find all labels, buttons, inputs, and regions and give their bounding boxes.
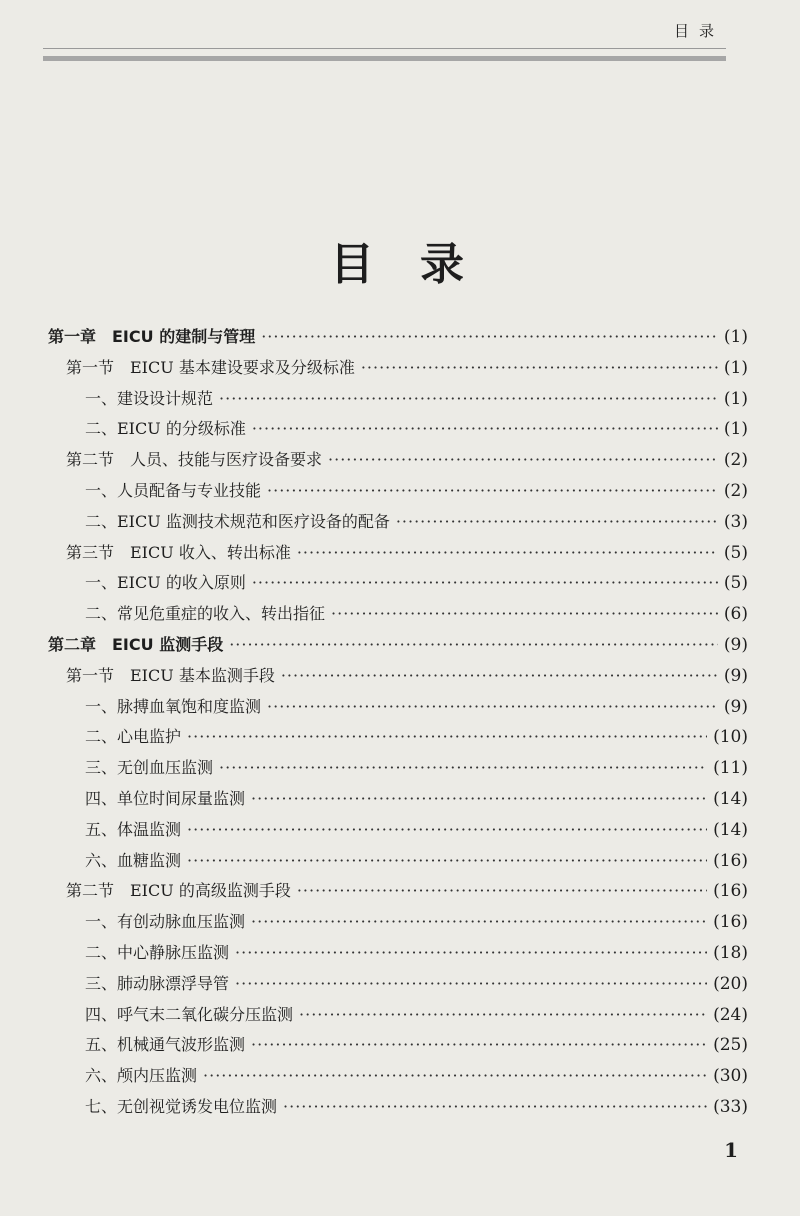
toc-entry-label: 第二章 EICU 监测手段 [48,635,224,654]
toc-item [85,694,748,724]
dot-leader [281,666,718,685]
toc-item [85,971,748,1001]
dot-leader [299,1005,707,1024]
dot-leader [203,1066,707,1085]
toc-section [66,663,748,693]
toc-item [85,848,748,878]
dot-leader [187,727,707,746]
dot-leader [252,573,718,592]
toc-page-number: (20) [713,973,748,994]
toc-entry-label: 七、无创视觉诱发电位监测 [85,1097,278,1116]
toc-page-number: (10) [713,727,748,748]
dot-leader [251,912,707,931]
toc-page-number: (1) [723,388,748,409]
toc-page-number: (25) [713,1035,748,1056]
toc-entry-label: 二、心电监护 [85,727,182,747]
toc-entry-label: 二、EICU 监测技术规范和医疗设备的配备 [85,511,390,531]
toc-page-number: (1) [723,357,748,378]
toc-page-number: (2) [723,481,748,501]
toc-page-number: (9) [723,665,748,686]
toc-entry-label: 一、人员配备与专业技能 [85,481,262,500]
toc-entry-label: 三、肺动脉漂浮导管 [85,973,230,993]
toc-page-number: (5) [723,573,748,594]
toc-page-number: (9) [723,635,748,655]
toc-item [85,1002,748,1032]
dot-leader [267,481,718,500]
toc-page-number: (3) [723,511,748,532]
running-header: 目录 [673,22,724,40]
dot-leader [251,1035,707,1054]
toc-entry-label: 一、建设设计规范 [85,388,214,408]
toc-entry-label: 五、体温监测 [85,819,182,839]
toc-entry-label: 第一节 EICU 基本监测手段 [66,665,275,685]
dot-leader [361,358,718,377]
toc-item [85,755,748,785]
toc-entry-label: 四、单位时间尿量监测 [85,789,246,808]
toc-item [85,724,748,754]
dot-leader [251,789,707,808]
toc-page-number: (16) [713,912,748,933]
header-rule-thin [43,48,726,49]
dot-leader [187,820,707,839]
toc-page-number: (1) [723,327,748,347]
toc-item [85,1032,748,1062]
header-rule-thick [43,56,726,61]
dot-leader [261,327,718,346]
dot-leader [267,697,718,716]
toc-entry-label: 六、血糖监测 [85,850,182,870]
toc-page-number: (24) [713,1004,748,1025]
dot-leader [328,450,718,469]
toc-item [85,817,748,847]
toc-page-number: (9) [723,696,748,717]
page-title: 目录 [330,239,510,290]
toc-entry-label: 一、脉搏血氧饱和度监测 [85,696,262,716]
toc-item [85,478,748,508]
toc-page-number: (18) [713,943,748,963]
dot-leader [396,512,718,531]
toc-entry-label: 第二节 人员、技能与医疗设备要求 [66,450,323,470]
toc-item [85,601,748,631]
toc-entry-label: 一、有创动脉血压监测 [85,912,246,932]
toc-entry-label: 第一节 EICU 基本建设要求及分级标准 [66,357,355,377]
toc-section [66,878,748,908]
toc-entry-label: 六、颅内压监测 [85,1066,198,1086]
toc-item [85,416,748,446]
toc-entry-label: 三、无创血压监测 [85,758,214,778]
toc-item [85,786,748,816]
toc-chapter [48,632,748,662]
dot-leader [283,1097,707,1116]
dot-leader [219,389,718,408]
toc-item [85,940,748,970]
dot-leader [297,543,718,562]
toc-page-number: (30) [713,1066,748,1087]
toc-entry-label: 四、呼气末二氧化碳分压监测 [85,1004,294,1024]
toc-item [85,909,748,939]
toc-section [66,447,748,477]
toc-entry-label: 二、常见危重症的收入、转出指征 [85,604,326,624]
toc-entry-label: 二、中心静脉压监测 [85,943,230,962]
page-number: 1 [724,1138,738,1162]
toc-page-number: (5) [723,542,748,563]
dot-leader [331,604,718,623]
toc-section [66,355,748,385]
toc-item [85,386,748,416]
toc-page-number: (16) [713,850,748,871]
toc-entry-label: 第三节 EICU 收入、转出标准 [66,542,291,562]
toc-page-number: (14) [713,789,748,809]
toc-page-number: (16) [713,881,748,902]
dot-leader [229,635,718,654]
toc-page-number: (1) [723,419,748,440]
toc-chapter [48,324,748,354]
toc-entry-label: 五、机械通气波形监测 [85,1035,246,1055]
toc-entry-label: 一、EICU 的收入原则 [85,573,246,593]
toc-section [66,540,748,570]
toc-page-number: (11) [713,758,748,779]
dot-leader [187,851,707,870]
toc-page-number: (6) [723,604,748,625]
dot-leader [235,974,707,993]
toc-item [85,1094,748,1124]
toc-item [85,570,748,600]
toc-entry-label: 第二节 EICU 的高级监测手段 [66,881,291,901]
toc-item [85,509,748,539]
toc-page-number: (2) [723,450,748,471]
toc-page-number: (33) [713,1097,748,1117]
dot-leader [219,758,707,777]
toc-page-number: (14) [713,819,748,840]
dot-leader [252,419,718,438]
toc-item [85,1063,748,1093]
dot-leader [297,881,707,900]
toc-entry-label: 第一章 EICU 的建制与管理 [48,327,256,346]
dot-leader [235,943,707,962]
toc-entry-label: 二、EICU 的分级标准 [85,419,246,439]
